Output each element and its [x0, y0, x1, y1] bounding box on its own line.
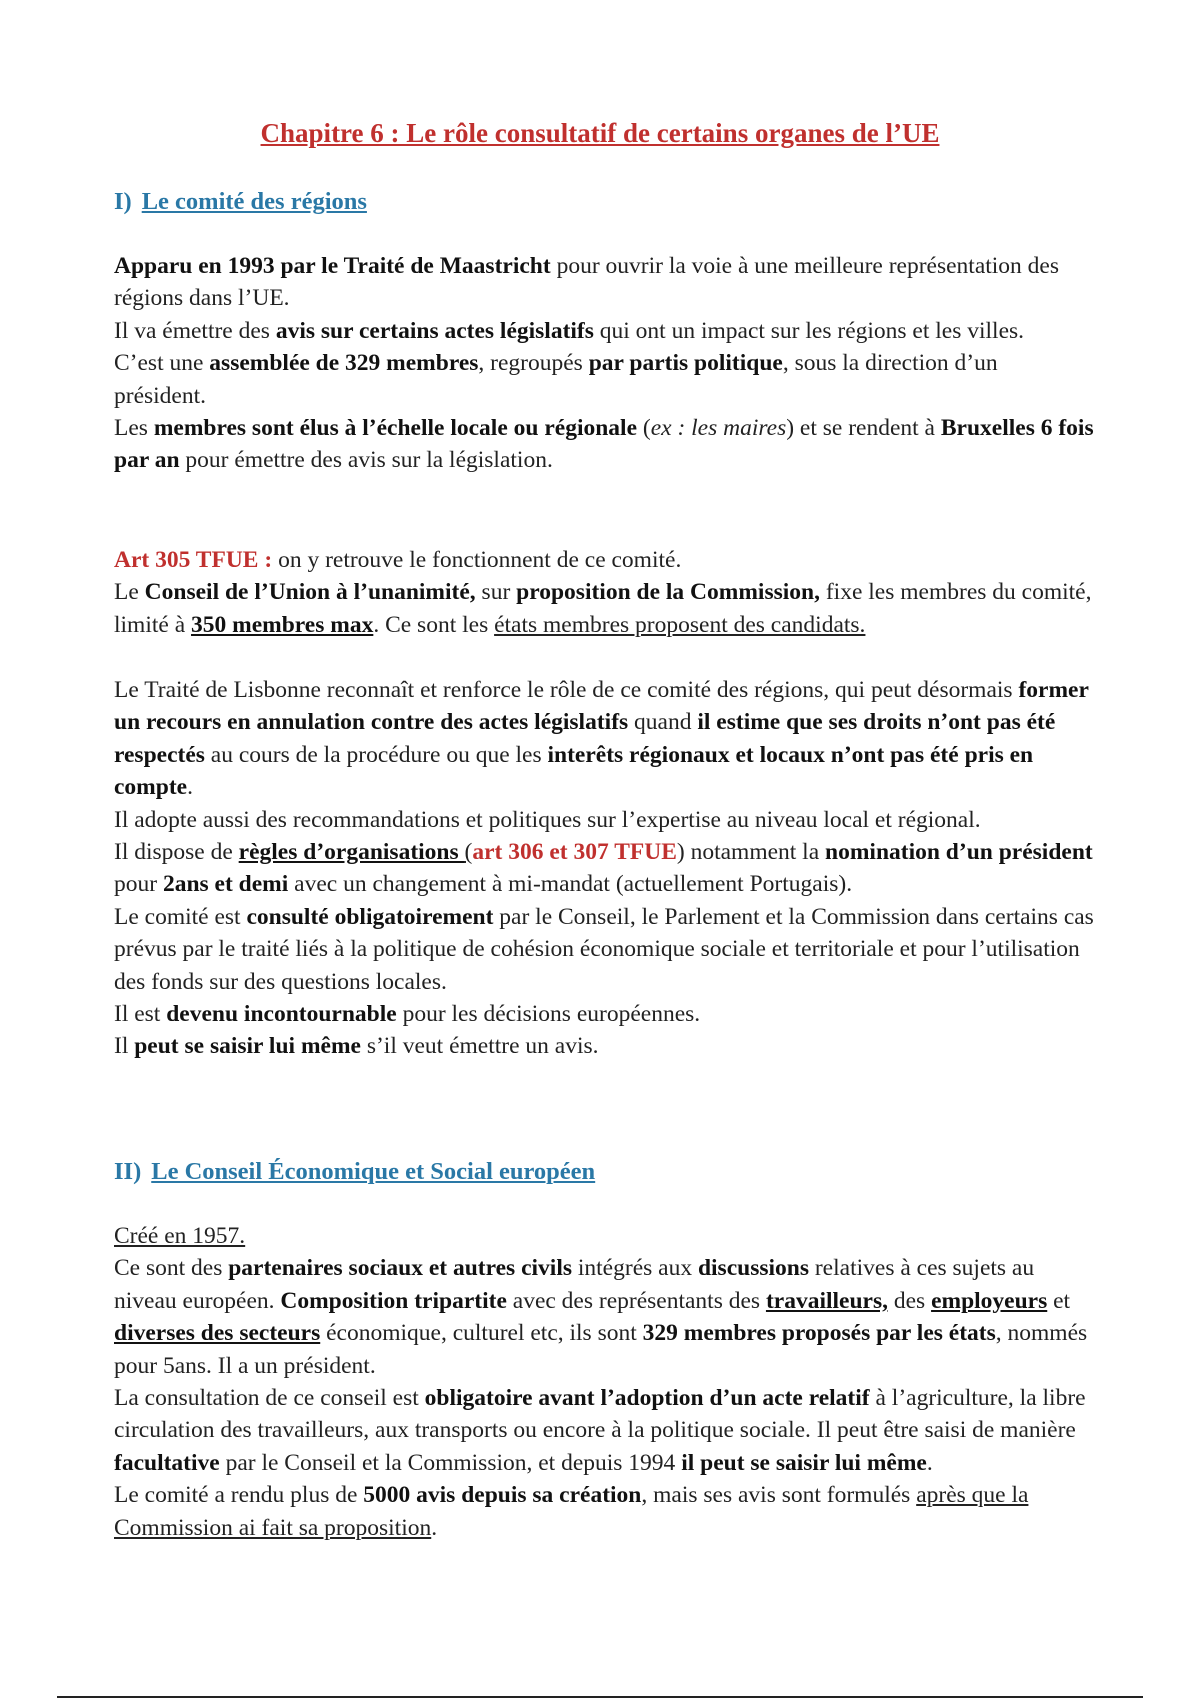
paragraph: Il va émettre des avis sur certains actes législatifs qui ont un impact sur les régions et les villes. [114, 317, 1025, 344]
section-1-body-c [114, 674, 1094, 1063]
section-2-number: II) [114, 1158, 142, 1185]
paragraph: Le Traité de Lisbonne reconnaît et renforce le rôle de ce comité des régions, qui peut désormais former un recours en annulation contre des actes législatifs quand il estime que ses droits n’ont pas été respectés au cours de la procédure ou que les interêts régionaux et locaux n’ont pas été pris en compte. [114, 677, 1089, 801]
paragraph: Le Conseil de l’Union à l’unanimité, sur proposition de la Commission, fixe les membres du comité, limité à 350 membres max. Ce sont les états membres proposent des candidats. [114, 579, 1092, 638]
section-1-body-b [114, 544, 1094, 641]
section-1-heading [114, 188, 367, 216]
section-2-body [114, 1220, 1094, 1544]
section-1-number: I) [114, 188, 132, 215]
paragraph: Art 305 TFUE : on y retrouve le fonctionnent de ce comité. [114, 547, 682, 573]
section-1-body-a [114, 250, 1094, 477]
paragraph: Les membres sont élus à l’échelle locale ou régionale (ex : les maires) et se rendent à Bruxelles 6 fois par an pour émettre des avis sur la législation. [114, 415, 1094, 474]
paragraph: Il est devenu incontournable pour les décisions européennes. [114, 1001, 701, 1028]
paragraph: C’est une assemblée de 329 membres, regroupés par partis politique, sous la direction d’un président. [114, 350, 998, 409]
section-1-title: Le comité des régions [141, 188, 367, 215]
paragraph: Le comité a rendu plus de 5000 avis depuis sa création, mais ses avis sont formulés après que la Commission ai fait sa proposition. [114, 1482, 1029, 1541]
paragraph: Il dispose de règles d’organisations (art 306 et 307 TFUE) notamment la nomination d’un président pour 2ans et demi avec un changement à mi-mandat (actuellement Portugais). [114, 839, 1093, 898]
chapter-title: Chapitre 6 : Le rôle consultatif de certains organes de l’UE [260, 118, 940, 148]
footer-rule [57, 1696, 1143, 1698]
paragraph: Créé en 1957. [114, 1223, 246, 1249]
section-2-heading [114, 1158, 595, 1186]
paragraph: Le comité est consulté obligatoirement par le Conseil, le Parlement et la Commission dans certains cas prévus par le traité liés à la politique de cohésion économique sociale et territoriale et pour l’utilisation des fonds sur des questions locales. [114, 903, 1094, 995]
section-2-title: Le Conseil Économique et Social européen [151, 1158, 596, 1185]
paragraph: Il peut se saisir lui même s’il veut émettre un avis. [114, 1033, 599, 1060]
paragraph: Ce sont des partenaires sociaux et autres civils intégrés aux discussions relatives à ces sujets au niveau européen. Composition tripartite avec des représentants des travailleurs, des employeurs et diverses des secteurs économique, culturel etc, ils sont 329 membres proposés par les états, nommés pour 5ans. Il a un président. [114, 1255, 1088, 1379]
paragraph: Il adopte aussi des recommandations et politiques sur l’expertise au niveau local et régional. [114, 806, 981, 833]
paragraph: Apparu en 1993 par le Traité de Maastricht pour ouvrir la voie à une meilleure représentation des régions dans l’UE. [114, 253, 1060, 312]
paragraph: La consultation de ce conseil est obligatoire avant l’adoption d’un acte relatif à l’agriculture, la libre circulation des travailleurs, aux transports ou encore à la politique sociale. Il peut être saisi de manière facultative par le Conseil et la Commission, et depuis 1994 il peut se saisir lui même. [114, 1385, 1086, 1476]
